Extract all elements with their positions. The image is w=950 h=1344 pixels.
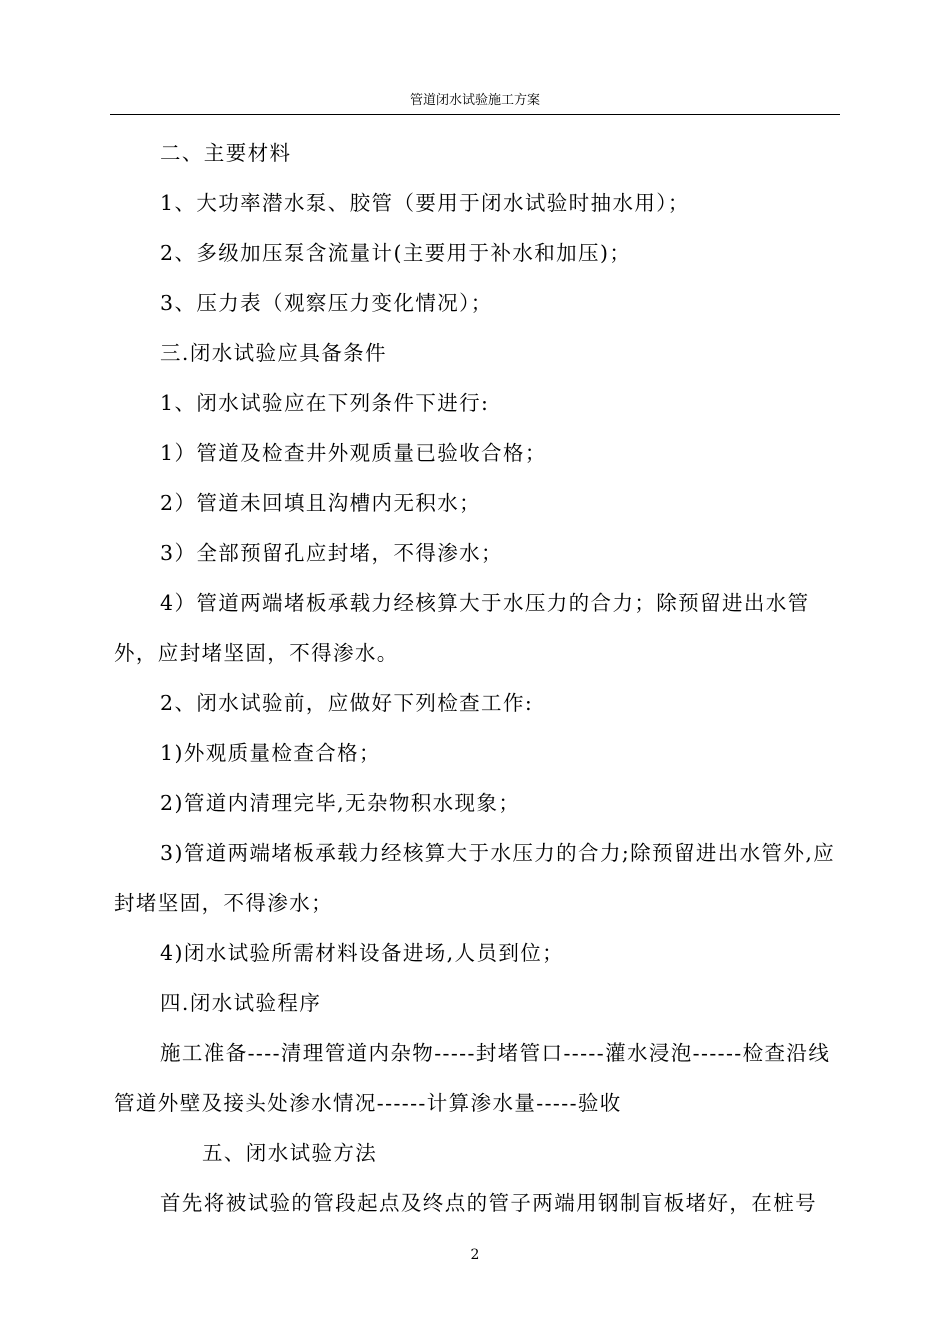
list-item: 2、闭水试验前，应做好下列检查工作: (160, 691, 534, 715)
list-item: 3）全部预留孔应封堵，不得渗水； (160, 541, 503, 565)
list-item: 2)管道内清理完毕,无杂物积水现象； (160, 791, 521, 815)
list-item: 3、压力表（观察压力变化情况）； (160, 291, 493, 315)
list-item: 2、多级加压泵含流量计(主要用于补水和加压)； (160, 241, 632, 265)
list-item: 1)外观质量检查合格； (160, 741, 381, 765)
section-heading-method: 五、闭水试验方法 (202, 1141, 378, 1165)
procedure-text: 施工准备----清理管道内杂物-----封堵管口-----灌水浸泡------检查沿线管道外壁及接头处渗水情况------计算渗水量-----验收 (114, 1041, 831, 1115)
header-title: 管道闭水试验施工方案 (409, 93, 540, 108)
list-item: 1、闭水试验应在下列条件下进行: (160, 391, 490, 415)
section-heading-conditions: 三.闭水试验应具备条件 (160, 341, 387, 365)
section-heading-main-materials: 二、主要材料 (160, 141, 292, 165)
list-item: 4)闭水试验所需材料设备进场,人员到位； (160, 941, 565, 965)
list-item: 2）管道未回填且沟槽内无积水； (160, 491, 482, 515)
list-item: 1）管道及检查井外观质量已验收合格； (160, 441, 547, 465)
list-item: 1、大功率潜水泵、胶管（要用于闭水试验时抽水用）； (160, 191, 690, 215)
method-text: 首先将被试验的管段起点及终点的管子两端用钢制盲板堵好，在桩号 (160, 1191, 817, 1215)
list-item: 3)管道两端堵板承载力经核算大于水压力的合力;除预留进出水管外,应封堵坚固，不得渗水； (114, 841, 836, 915)
page-header (110, 92, 840, 115)
list-item: 4）管道两端堵板承载力经核算大于水压力的合力；除预留进出水管外，应封堵坚固，不得渗水。 (114, 591, 810, 665)
page-number: 2 (470, 1247, 480, 1263)
section-heading-procedure: 四.闭水试验程序 (160, 991, 322, 1015)
document-body (114, 128, 839, 1228)
